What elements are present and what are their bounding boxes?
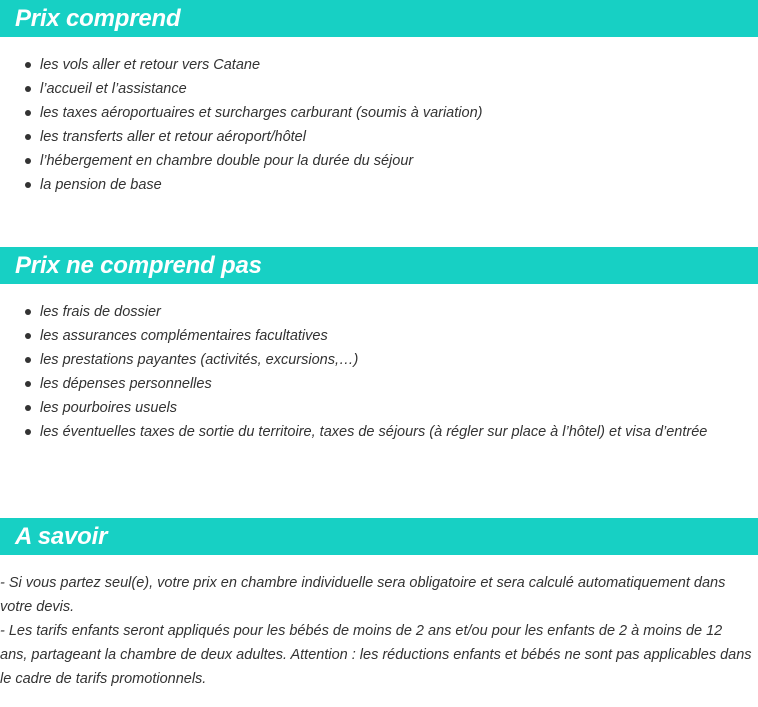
- section-title: Prix ne comprend pas: [15, 252, 262, 279]
- bullet-icon: [25, 62, 31, 68]
- list-item: les vols aller et retour vers Catane: [0, 53, 758, 77]
- bullet-icon: [25, 429, 31, 435]
- bullet-icon: [25, 405, 31, 411]
- notes-block: [0, 571, 752, 691]
- section-included: [0, 0, 758, 37]
- section-header: [0, 0, 758, 37]
- bullet-icon: [25, 381, 31, 387]
- section-good-to-know: [0, 518, 758, 555]
- bullet-icon: [25, 333, 31, 339]
- bullet-icon: [25, 110, 31, 116]
- list-item: les prestations payantes (activités, excursions,…): [0, 348, 758, 372]
- bullet-icon: [25, 158, 31, 164]
- list-item: l’hébergement en chambre double pour la durée du séjour: [0, 149, 758, 173]
- note-paragraph: - Les tarifs enfants seront appliqués pour les bébés de moins de 2 ans et/ou pour les enfants de 2 à moins de 12 ans, partageant la chambre de deux adultes. Attention : les réductions enfants et bébés ne sont pas applicables dans le cadre de tarifs promotionnels.: [0, 623, 752, 687]
- section-header: [0, 518, 758, 555]
- bullet-icon: [25, 309, 31, 315]
- bullet-icon: [25, 86, 31, 92]
- included-list: [0, 53, 758, 197]
- list-item: les transferts aller et retour aéroport/hôtel: [0, 125, 758, 149]
- section-not-included: [0, 247, 758, 284]
- bullet-icon: [25, 357, 31, 363]
- list-item: les frais de dossier: [0, 300, 758, 324]
- section-title: Prix comprend: [15, 5, 181, 32]
- list-item: la pension de base: [0, 173, 758, 197]
- list-item: l’accueil et l’assistance: [0, 77, 758, 101]
- bullet-icon: [25, 182, 31, 188]
- list-item: les éventuelles taxes de sortie du territoire, taxes de séjours (à régler sur place à l’hôtel) et visa d’entrée: [0, 420, 758, 444]
- list-item: les taxes aéroportuaires et surcharges carburant (soumis à variation): [0, 101, 758, 125]
- list-item: les assurances complémentaires facultatives: [0, 324, 758, 348]
- section-title: A savoir: [15, 523, 108, 550]
- list-item: les dépenses personnelles: [0, 372, 758, 396]
- section-header: [0, 247, 758, 284]
- bullet-icon: [25, 134, 31, 140]
- not-included-list: [0, 300, 758, 444]
- note-paragraph: - Si vous partez seul(e), votre prix en chambre individuelle sera obligatoire et sera calculé automatiquement dans votre devis.: [0, 575, 726, 615]
- list-item: les pourboires usuels: [0, 396, 758, 420]
